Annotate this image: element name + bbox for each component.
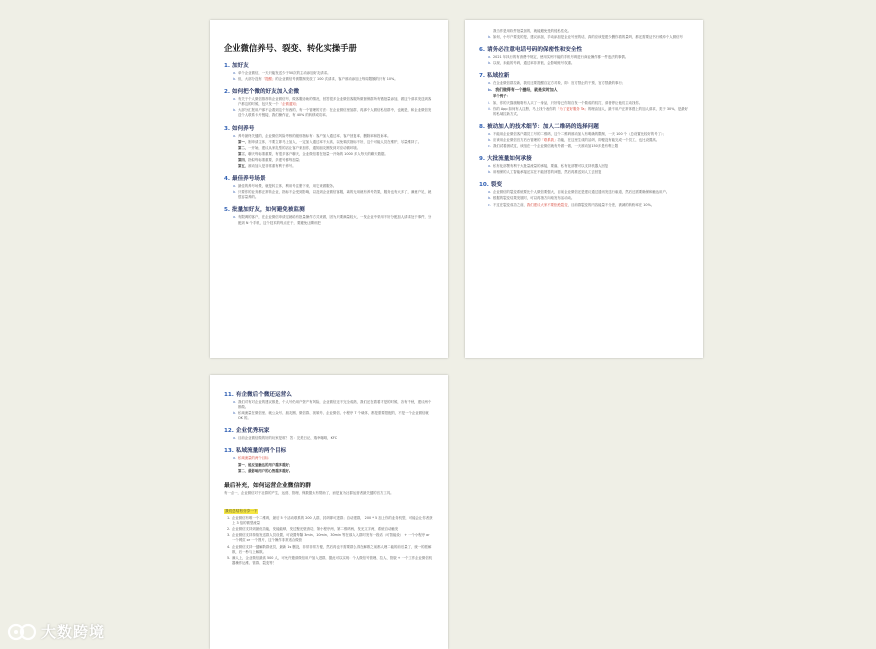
paragraph [238,463,434,468]
list-item [488,132,689,137]
section-heading [224,426,434,434]
list-marker: 3. [227,533,231,538]
section-heading [224,87,434,95]
section-title: 批量加好友，如何避免被监测 [231,207,305,214]
text-run: 第三、 [238,151,249,156]
section-number: 9. [479,156,487,163]
document-title: 企业微信养号、裂变、转化实操手册 [224,43,357,53]
subheading [488,87,689,93]
section-heading [224,124,434,132]
text-run: 不能用企业微信客户端员工号的二维码，这个二维码被动加入有明确的限制，一天 100 个（总设置比较好的号了）； [493,131,667,136]
highlighted-text: 私域流量的两个目标 [238,456,269,461]
text-run: 目前企业微信做的好的玩家是谁？ 答：完美日记、瑞幸咖啡，KFC [238,436,338,441]
section-number: 3. [224,125,232,132]
list-marker: b. [488,87,493,93]
section-heading [224,205,434,213]
text-run: 我们对有对企业的建议都是，个人号仍用户资产有风险，企业微信还不完全成熟，我们还在着着才是的时候，各有千秋，建议两个都做。 [238,400,432,410]
final-item-list [224,516,434,566]
text-run: 第一、 [238,139,249,144]
final-list-item [227,556,434,566]
list-item [488,107,689,117]
page-3-sections [224,390,434,474]
text-run: 有关于个人微信推荐转企业微信号，做客服协助的情况，回答很多企业微信客服所做督保群所有错批量添加，做这个请求发送到客户都这的时候，包只发一个 [238,97,432,107]
list-item [488,203,689,208]
section-title: 有企微后个微还运营么 [235,392,292,398]
section-number: 8. [479,123,487,130]
text-run: 单个企业微信，一天只能发送少于50次的主动添加好友请求。 [238,71,331,75]
section-title: 如何养号 [231,125,255,132]
document-page-2 [465,20,703,358]
highlighted-text: 「联系我」 [540,137,558,142]
section-title: 加好友 [231,63,249,69]
text-run: 刚申请主体，不要立即马上加人，一定加入通过率不太高，以免频次指标不好，这个可能人员在维护，尽量维持了。 [248,139,422,144]
section-title: 私域拉新 [486,73,510,80]
section-heading [224,390,434,398]
list-marker: c. [488,202,491,207]
list-item [488,170,689,175]
list-item [488,61,689,66]
list-marker: 4. [227,544,231,549]
text-run: 指似每标准重要，多建号都每加量； [248,157,303,162]
text-run: 2021 年执行的有消费中规定，使用实例不能的手机号码进行商业操作都一件违法的事情。 [493,55,629,60]
document-page-3 [210,375,448,649]
list-marker: a. [488,81,492,86]
list-item [233,77,434,82]
list-item [233,411,434,421]
text-run: 第二、 [238,145,249,150]
section-heading [224,174,434,182]
list-item [233,97,434,107]
paragraph [493,29,689,34]
text-run: 应该用企业微信官方后台管理的 [493,137,541,142]
list-item [233,184,434,189]
section-number: 11. [224,392,236,398]
list-marker: c. [488,144,491,149]
list-item [233,71,434,76]
text-run: 以现，未能的号码，通过率非常低，会影响账号权重。 [493,61,575,66]
section-number: 13. [224,448,236,455]
list-item [233,108,434,118]
final-list-item [227,516,434,526]
text-run: 我们做得有一个圈经，就是实时加人 [495,87,558,93]
section-title: 被动加人的技术细节：加人二维码的选择问题 [486,123,599,130]
list-item-text: 企业微信支持到最优功能，发能能够，发过聚光壁消功，第小程序两，第二维码两，发光文字两，系统自动触发 [232,527,399,532]
text-run: 第五、 [238,164,249,169]
list-marker: b. [488,170,492,175]
section-title: 私域流量的两个目标 [235,448,287,455]
section-heading [479,154,689,162]
section-number: 2. [224,89,232,96]
paragraph [493,94,689,99]
list-item [488,55,689,60]
list-marker: a. [233,436,237,441]
text-run: 根据的裂变结果发展时，可以再指方向取发布活动动。 [493,196,575,201]
list-item [488,138,689,143]
final-section-paragraph: 有一点一，企业微信对于社群的产生，运营、管理、保数据太有帮助了，而是直为社群运营者最关键的官方工具。 [224,490,394,495]
brand-logo-icon [7,623,39,641]
text-run: 私有化部署有利于大批量流量的承接，要落，私有化部署可以支持机器人回复 [493,164,609,169]
final-list-item [227,533,434,543]
text-run: 用相保的人工智能承接还实在不能回答的问题，然后再推送到人工去回复 [493,170,602,175]
text-run: 只要你的业务都正常转企业，指标不会受到影响，以及到企业微信客服，离的无用就有养号效果，服务也有大多了，满意户足，就很容量养的。 [238,190,432,200]
text-run: 在企业微信群拉新，我们还要提醒自定方对象，即：官方禁止的干预，官方禁最的事行； [493,81,626,86]
list-marker: 1. [227,516,231,521]
section-title: 最佳养号场景 [231,176,266,183]
highlight-label: 我们总结有分享一下 [225,508,258,513]
section-heading [479,122,689,130]
text-run: 一开始，建议从家乳型的活让客户来加你，通知朋友圈发到对应动微环境。 [248,145,361,150]
list-marker: b. [233,108,237,113]
list-item [233,456,434,461]
section-title: 如何把个微的好友加入企微 [231,89,300,96]
list-marker: 5. [227,555,231,560]
section-number: 5. [224,207,232,214]
highlighted-text: 「企微通知」 [278,102,300,107]
list-item [488,190,689,195]
text-run: 私域流量在微信里、就公众号、朋友圈、微信群、视频号、企业微信、小程序 7 个载体，都是需要搭配的，不是一个企业微信就 OK 的。 [238,411,429,421]
list-marker: b. [488,35,492,40]
list-marker: b. [233,190,237,195]
paragraph [238,152,434,157]
text-run: ，目前群裂变的内容能量不分差，被减的转粉率在 10%。 [567,202,655,207]
text-run: 不过在裂变成功之前， [493,202,527,207]
brand-watermark [7,621,105,642]
section-title: 裂变 [490,182,503,189]
text-run: 企业微信的裂变系统要比个人微信要强大，目前企业微信还是建议通过通讯发送行驱道，然后还需要确保和触达用户。 [493,190,670,195]
section-number: 1. [224,63,232,69]
section-title: 大批流量如何承接 [486,156,532,163]
list-marker: b. [488,196,492,201]
list-item-text: 企业微信支持一键解散群优员，最新 1s 删没，非常非常方便，然后再也不需要群么得在解散之前都人理二能的前后量了，统一的派解散，后一秒与上解散。 [232,544,432,554]
list-item [488,144,689,149]
paragraph [238,158,434,163]
list-item [488,164,689,169]
list-item [233,436,434,441]
final-list-item [227,545,434,555]
brand-name: 大数跨境 [41,623,106,641]
final-section-title: 最后补充，如何运营企业微信的群 [224,482,311,489]
list-marker: ii. [488,106,491,111]
list-marker: a. [488,164,492,169]
text-run: 有限调的客户，在企业微信申请过就给有批量操作方式来做，因为只要满量较大，一发企业中采用不好分配加人请求处于事件，分配到 N 个手机，这个技术的每点在于，要避免让腾讯把 [238,215,432,225]
section-number: 6. [479,47,487,54]
list-marker: a. [233,97,237,102]
paragraph [238,164,434,169]
list-item [233,134,434,139]
text-run: 如，你的天猫旗舰咯有人买了一身品，只好待已你知自发一个做成的权打，请者停让他们主动找你。 [493,100,643,105]
text-run: 我当作是用软件批量加的，就能避免受的侵私性化。 [493,29,571,33]
list-marker: b. [233,411,237,416]
paragraph [238,146,434,151]
list-item-text: 企业微信有唯一个二维码，最后 5 个活动联系的 200 人群，封码即可进群；自动建群， 200 * 5 加上你的业务机型，可能会让你者获上 3 倍的微型流量 [232,516,433,526]
list-marker: i. [488,100,491,105]
text-run: 第四、 [238,157,249,162]
section-number: 7. [479,73,487,80]
text-run: 功能，在这里生成的活码，即便没有能完成一个员工，也比设置高。 [557,137,660,142]
text-run: 举个例子： [493,94,510,99]
list-marker: b. [488,137,492,142]
highlighted-text: 「为了更好服务 Ta」 [556,106,588,111]
list-marker: b. [488,61,492,66]
text-run: 的理由加人，最不用户正常体感上的加人请求，类于 30%，是最好的私域拉新方式。 [493,106,688,116]
text-run: 养号最终关键的，企业微信风险考核的级别指标有：客户加入通过率、客户回复率、删除率和投诉率。 [238,133,391,138]
list-item [233,190,434,200]
paragraph [238,140,434,145]
section-number: 10. [479,182,491,189]
text-run: 如何，小号户要变的是，建议添加，手动添加是企业号里的话，真的应该是建少删你看的量吗，都还需要证书行缓冲个人微信号 [493,35,683,40]
list-item [488,196,689,201]
text-run: 大部分汇报用户那不会看到这个东西的，有一个管理的方法：在企业微信里加群，再那个人微信私信群中，也就是，和企业微信发送个人联系卡片链接，我们操作证，有 40% 的转移成功率。 [238,108,432,118]
list-item [488,81,689,86]
list-marker: a. [488,190,492,195]
list-marker: a. [233,71,237,75]
list-item-text: 满人上，企业微信最高 500 人，可允许邀请微信用户加入进群，据此可以实现：个人微信号管理、拉人、管版 + 一个工作企业微信机器操作运维、管群、裂变等！ [232,555,433,565]
highlighted-text: 「提醒」 [261,77,276,82]
list-item [488,101,689,106]
section-heading [224,61,434,69]
list-marker: a. [488,131,492,136]
list-marker: a. [233,400,237,404]
text-run: 被动加入是非常重有利于养号。 [248,164,296,169]
list-marker: a. [233,184,237,189]
section-number: 4. [224,176,232,183]
text-run: 但，大部分没有 [238,77,262,82]
section-heading [479,45,689,53]
list-item [233,215,434,225]
text-run: 第二、最影响用户的心智越多越好。 [238,468,293,473]
section-heading [479,180,689,188]
document-page-1 [210,20,448,358]
page-2-sections [479,45,689,207]
final-list-item [227,527,434,532]
list-marker: a. [233,133,237,138]
text-run: 最佳的养号场景，就是转主体，利用号注册下来，用它来做服务。 [238,184,337,189]
text-run: 第一、能反复触达的用户越多越好； [238,462,293,467]
section-title: 企业优秀玩家 [235,428,270,435]
list-item [488,35,689,40]
section-heading [224,446,434,454]
section-title: 请务必注意电话号码的保密性和安全性 [486,47,583,54]
list-marker: a. [488,55,492,60]
section-heading [479,71,689,79]
list-item [233,400,434,410]
list-marker: a. [233,215,237,220]
text-run: 聊天每标准重要，有很多客户聊天，企业微信看在批量一开始的 1000 多人每天的聊天数据。 [248,151,388,156]
text-run: 你的 App 如何有人注册，马上找个表你的 [493,106,557,111]
page-1-sections [224,61,434,226]
page-2-lead [479,29,689,40]
text-run: 的企业微信号被限制发放了 100 次请求，客户被动添加上每周限额的只有 10%。 [275,77,398,82]
list-marker: b. [233,77,237,82]
section-number: 12. [224,428,236,435]
text-run: 我们试着测试过，该组在一个企业微信就有外做一做，一天被动加150多是有利上限 [493,144,619,149]
list-marker: 2. [227,527,231,532]
paragraph [238,469,434,474]
list-item-text: 企业微信支持持续发送群人员设置，可设置每隔 3min、10min、30min 等在那人入群时发布一段话（可智能设） + 一个小程序 or 一个网页 or 一个图片，这个操作非常适合做营 [232,533,430,543]
list-marker: a. [233,456,237,461]
highlighted-text: 我们建议大家不要拒绝裂变 [526,202,568,207]
